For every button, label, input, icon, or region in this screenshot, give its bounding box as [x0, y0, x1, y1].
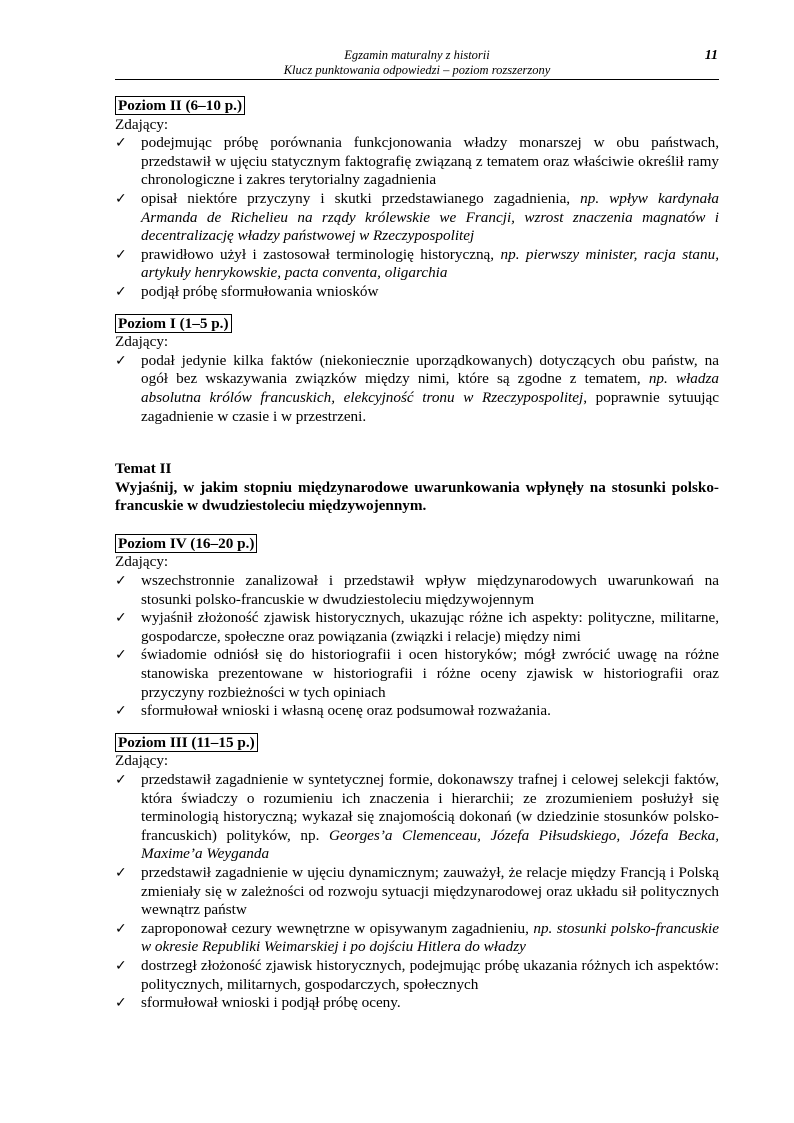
criterion-text: wszechstronnie zanalizował i przedstawił wpływ międzynarodowych uwarunkowań na stosunki polsko-francuskie w dwudziestoleciu międzywojennym	[141, 572, 719, 608]
header-subtitle: Klucz punktowania odpowiedzi – poziom rozszerzony	[283, 63, 551, 77]
level-intro: Zdający:	[115, 553, 169, 571]
checkmark-icon: ✓	[115, 864, 127, 881]
criteria-list	[115, 352, 719, 426]
checkmark-icon: ✓	[115, 283, 127, 300]
criterion-text: np. władza absolutna królów francuskich, elekcyjność tronu w Rzeczypospolitej	[141, 370, 719, 406]
header-exam-title: Egzamin maturalny z historii	[344, 48, 490, 62]
criterion-item	[115, 864, 719, 920]
criterion-text: przedstawił zagadnienie w syntetycznej formie, dokonawszy trafnej i celowej selekcji faktów, która świadczy o rozumieniu ich znaczenia i hierarchii; ze zrozumieniem posłużył się terminologią historyczną; wykazał się znajomością dokonań (w dziedzinie stosunków polsko-francuskich) polityków, np.	[141, 771, 719, 844]
criterion-item	[115, 609, 719, 646]
level-intro: Zdający:	[115, 115, 169, 133]
checkmark-icon: ✓	[115, 610, 127, 627]
criterion-item	[115, 190, 719, 246]
criterion-text: Georges’a Clemenceau, Józefa Piłsudskiego, Józefa Becka, Maxime’a Weyganda	[141, 826, 719, 863]
criterion-text: podjął próbę sformułowania wniosków	[141, 282, 379, 300]
checkmark-icon: ✓	[115, 920, 127, 937]
level-intro: Zdający:	[115, 333, 169, 351]
criterion-text: wyjaśnił złożoność zjawisk historycznych, ukazując różne ich aspekty: polityczne, militarne, gospodarcze, społeczne oraz powiązania (związki i relacje) między nimi	[141, 609, 719, 645]
criterion-item	[115, 246, 719, 283]
checkmark-icon: ✓	[115, 995, 127, 1012]
level-section	[115, 534, 719, 721]
criterion-item	[115, 134, 719, 190]
checkmark-icon: ✓	[115, 703, 127, 720]
criteria-list	[115, 771, 719, 1013]
topic-block	[115, 460, 719, 516]
page-number: 11	[704, 48, 718, 63]
checkmark-icon: ✓	[115, 647, 127, 664]
criterion-text: np. stosunki polsko-francuskie w okresie Republiki Weimarskiej i po dojściu Hitlera do władzy	[141, 919, 719, 956]
criterion-item	[115, 646, 719, 702]
criterion-item	[115, 283, 719, 302]
criterion-text: podał jedynie kilka faktów (niekoniecznie uporządkowanych) dotyczących obu państw, na ogół bez wskazywania związków między nimi, które są zgodne z tematem,	[141, 351, 719, 388]
criterion-text: świadomie odniósł się do historiografii i ocen historyków; mógł zwrócić uwagę na różne stanowiska prezentowane w historiografii i różne oceny zjawisk w historiografii oraz przyczyny rozbieżności w tych opiniach	[141, 646, 719, 701]
level-section	[115, 96, 719, 302]
criterion-item	[115, 957, 719, 994]
criterion-item	[115, 771, 719, 864]
level-title: Poziom II (6–10 p.)	[115, 96, 245, 115]
criterion-text: sformułował wnioski i podjął próbę oceny.	[141, 994, 401, 1012]
checkmark-icon: ✓	[115, 957, 127, 974]
criterion-text: , poprawnie sytuując zagadnienie w czasie i w przestrzeni.	[141, 388, 719, 425]
criterion-text: podejmując próbę porównania funkcjonowania władzy monarszej w obu państwach, przedstawił w ujęciu statycznym faktografię związaną z tematem oraz właściwie określił ramy chronologiczne i zakres terytorialny zagadnienia	[141, 134, 719, 189]
criterion-item	[115, 702, 719, 721]
criterion-item	[115, 352, 719, 426]
criterion-text: dostrzegł złożoność zjawisk historycznych, podejmując próbę ukazania różnych ich aspektów: politycznych, militarnych, gospodarczych, społecznych	[141, 956, 719, 993]
criterion-text: np. pierwszy minister, racja stanu, artykuły henrykowskie, pacta conventa, oligarchia	[141, 245, 719, 282]
level-title: Poziom I (1–5 p.)	[115, 314, 232, 333]
checkmark-icon: ✓	[115, 573, 127, 590]
criterion-item	[115, 572, 719, 609]
criterion-item	[115, 920, 719, 957]
criterion-text: zaproponował cezury wewnętrzne w opisywanym zagadnieniu,	[141, 919, 534, 937]
level-title: Poziom III (11–15 p.)	[115, 733, 258, 752]
level-section	[115, 733, 719, 1013]
level-title: Poziom IV (16–20 p.)	[115, 534, 257, 553]
level-section	[115, 314, 719, 427]
criterion-text: przedstawił zagadnienie w ujęciu dynamicznym; zauważył, że relacje między Francją i Polską zmieniały się w zależności od rozwoju sytuacji międzynarodowej oraz układu sił politycznych wewnątrz państw	[141, 863, 719, 919]
document-content	[115, 96, 719, 1025]
topic-question: Wyjaśnij, w jakim stopniu międzynarodowe uwarunkowania wpłynęły na stosunki polsko-francuskie w dwudziestoleciu międzywojennym.	[115, 478, 719, 515]
page-header	[115, 48, 719, 80]
checkmark-icon: ✓	[115, 246, 127, 263]
topic-label: Temat II	[115, 460, 172, 478]
criterion-text: prawidłowo użył i zastosował terminologię historyczną,	[141, 245, 501, 263]
checkmark-icon: ✓	[115, 190, 127, 207]
checkmark-icon: ✓	[115, 772, 127, 788]
criterion-text: opisał niektóre przyczyny i skutki przedstawianego zagadnienia,	[141, 189, 581, 207]
level-intro: Zdający:	[115, 752, 169, 770]
checkmark-icon: ✓	[115, 135, 127, 152]
checkmark-icon: ✓	[115, 352, 127, 369]
criterion-text: np. wpływ kardynała Armanda de Richelieu na rządy królewskie we Francji, wzrost znaczenia magnatów i decentralizację władzy państwowej w Rzeczypospolitej	[141, 189, 719, 245]
criterion-item	[115, 994, 719, 1013]
criterion-text: sformułował wnioski i własną ocenę oraz podsumował rozważania.	[141, 702, 551, 720]
criteria-list	[115, 134, 719, 301]
criteria-list	[115, 572, 719, 721]
